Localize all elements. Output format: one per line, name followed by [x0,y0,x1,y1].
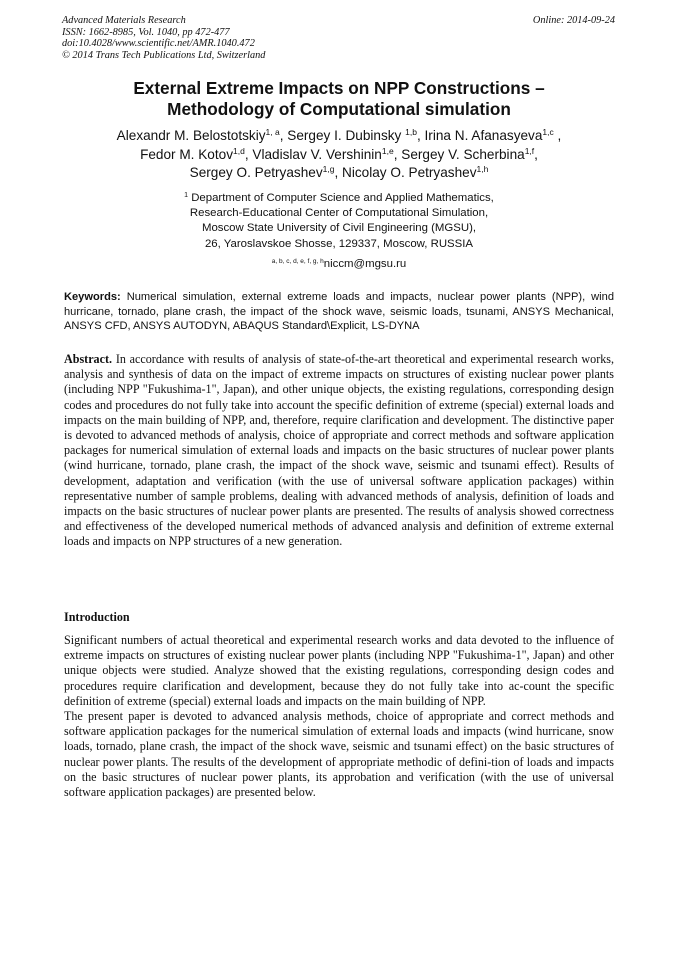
journal-header [62,15,265,61]
author-line-1 [60,127,618,146]
issn-line: ISSN: 1662-8985, Vol. 1040, pp 472-477 [62,26,230,38]
author-affil-mark: 1,c [542,127,554,137]
email-address: niccm@mgsu.ru [323,258,407,270]
author-affil-mark: 1,g [322,164,335,174]
abstract-text: In accordance with results of analysis of state-of-the-art theoretical and experimental research works, analysis and synthesis of data on the impact of extreme impacts on structures of existing nuclear power plants (including NPP "Fukushima-1", Japan), and other unique objects, the existing regulations, corresponding design codes and procedures do not fully take into account the specific definition of extreme (special) external loads and impacts on the main building of NPP, and, therefore, require clarification and development. The distinctive paper is devoted to advanced methods of analysis, choice of appropriate and correct methods and software application packages for numerical simulation of external loads and impacts on the basic structures of nuclear power plants (wind hurricane, tornado, plane crash, the impact of the shock wave, seismic and tsunami effect). Results of development, adaptation and verification (with the use of universal software application packages) within representative number of sample problems, dealing with advanced methods of analysis, definition of loads and impacts on the basic structures of nuclear power plants are presented. The results of analysis showed correctness and effectiveness of the developed numerical methods of advanced analysis and definition of extreme external loads and impacts on NPP structures of a new generation. [64,352,615,549]
online-date: Online: 2014-09-24 [532,15,615,26]
copyright-line: © 2014 Trans Tech Publications Ltd, Switzerland [62,49,266,61]
affiliation-line-3: Moscow State University of Civil Engineering (MGSU), [201,222,477,235]
author-separator: , [334,165,343,180]
author-affil-mark: 1,d [233,145,245,156]
contact-email [60,257,618,271]
abstract-section [64,352,614,550]
author-separator: , [393,146,402,162]
author-name: Irina N. Afanasyeva [424,128,543,143]
author-affil-mark: 1,h [476,164,489,174]
author-separator: , [244,146,253,162]
introduction-heading: Introduction [64,610,130,624]
keywords-text: Numerical simulation, external extreme loads and impacts, nuclear power plants (NPP), wind hurricane, tornado, plane crash, the impact of the shock wave, seismic loads, tsunami, ANSYS Mechanical, ANSYS CFD, ANSYS AUTODYN, ABAQUS Standard\Explicit, LS-DYNA [64,291,614,333]
author-affil-mark: 1,b [405,127,417,137]
author-name: Vladislav V. Vershinin [252,146,382,162]
affiliation-line-2: Research-Educational Center of Computational Simulation, [189,207,489,220]
author-affil-mark: 1,e [381,145,394,156]
author-name: Fedor M. Kotov [140,146,233,162]
affiliation-mark: 1 [184,192,189,199]
doi-line: doi:10.4028/www.scientific.net/AMR.1040.472 [62,38,255,50]
keywords-label: Keywords: [64,291,121,303]
author-name: Sergey V. Scherbina [401,146,525,162]
author-line-3 [60,164,618,183]
affiliation [60,191,618,252]
abstract-label: Abstract. [64,352,113,366]
journal-name: Advanced Materials Research [62,15,186,26]
author-name: Nicolay O. Petryashev [342,165,477,180]
keywords-section [64,290,614,334]
author-separator: , [553,128,562,143]
author-name: Sergey I. Dubinsky [287,128,402,143]
author-affil-mark: 1, a [265,127,280,137]
author-separator: , [416,128,425,143]
affiliation-line-1: $^1$ Department of Computer Science and Applied Mathematics, [184,192,494,204]
introduction-paragraph-1: Significant numbers of actual theoretical and experimental research works and data devoted to the influence of extreme impacts on structures of existing nuclear power plants (including NPP "Fukushima-1", Japan) and other unique objects were studied. Analyze showed that the existing regulations, corresponding design codes and procedures require clarification and development, because they do not fully take into ac-count the specific definition of extreme (special) external loads and impacts on the main building of NPP. [64,633,614,708]
introduction-paragraph-2: The present paper is devoted to advanced analysis methods, choice of appropriate and correct methods and software application packages for the numerical simulation of external loads and impacts (wind hurricane, snow loads, tornado, plane crash, the impact of the shock wave, seismic and tsunami effect) on the basic structures of nuclear power plants. The results of the development of appropriate methodic of defini-tion of loads and impacts on the basic structures of nuclear power plants, its approbation and verification (with the use of universal software application packages) are presented below. [64,709,614,800]
author-separator: , [534,146,538,162]
email-affil-marks: a, b, c, d, e, f, g, h [271,258,324,265]
author-list [60,127,618,183]
author-name: Sergey O. Petryashev [189,165,323,180]
author-separator: , [279,128,288,143]
author-name: Alexandr M. Belostotskiy [116,128,266,143]
paper-title [60,78,618,120]
title-line-2: Methodology of Computational simulation [167,99,511,119]
affiliation-line-4: 26, Yaroslavskoe Shosse, 129337, Moscow, RUSSIA [204,237,474,250]
title-line-1: External Extreme Impacts on NPP Constructions – [133,78,545,98]
author-line-2 [60,146,618,165]
introduction-body [64,633,614,800]
author-affil-mark: 1,f [524,145,535,156]
